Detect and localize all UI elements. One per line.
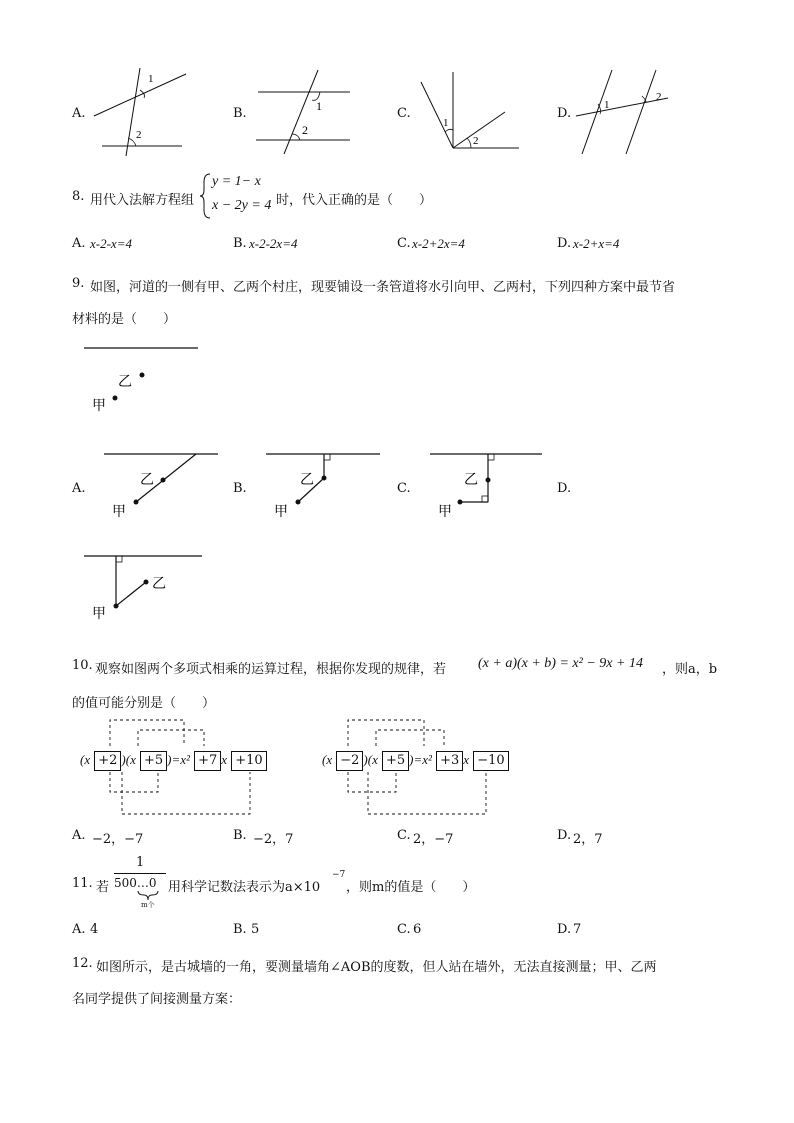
- q9-option-c-letter: C.: [397, 481, 411, 496]
- q7-c-angle1: 1: [443, 117, 449, 129]
- q7-d-angle1: 1: [604, 99, 610, 111]
- q10-d1-box4: +10: [231, 751, 266, 771]
- q9-number: 9.: [72, 276, 85, 291]
- q11-option-a-letter: A.: [72, 922, 86, 937]
- q11-stem-end: ，则m的值是（ ）: [346, 880, 476, 895]
- svg-text:乙: 乙: [152, 577, 166, 592]
- q8-option-c-text: x-2+2x=4: [412, 236, 465, 251]
- q10-stem-line2: 的值可能分别是（ ）: [72, 696, 216, 711]
- q12-stem-line2: 名同学提供了间接测量方案：: [72, 992, 242, 1007]
- q7-figure-c: [415, 68, 525, 158]
- q12-stem-line1: 如图所示，是古城墙的一角，要测量墙角∠AOB的度数，但人站在墙外，无法直接测量；甲、乙两: [96, 960, 657, 975]
- q8-option-c-letter: C.: [397, 236, 411, 251]
- q7-option-a-letter: A.: [72, 106, 86, 121]
- svg-text:甲: 甲: [438, 505, 452, 520]
- q10-d2-box4: −10: [473, 751, 508, 771]
- q10-diagram-2: (x −2 )(x +5 )=x² +3 x −10: [322, 751, 509, 771]
- q10-stem-line1-a: 观察如图两个多项式相乘的运算过程，根据你发现的规律，若: [95, 662, 447, 677]
- svg-text:乙: 乙: [464, 473, 478, 488]
- village-b-label: 乙: [118, 375, 132, 390]
- q7-d-angle2: 2: [656, 91, 662, 103]
- q7-b-angle2: 2: [302, 123, 308, 137]
- q10-diagram-1: (x +2 )(x +5 )=x² +7 x +10: [80, 751, 267, 771]
- q8-number: 8.: [72, 189, 85, 204]
- q9-option-a-figure: [100, 450, 230, 522]
- q9-stem-line1: 如图，河道的一侧有甲、乙两个村庄，现要铺设一条管道将水引向甲、乙两村，下列四种方案中最节省: [90, 280, 676, 295]
- q9-option-a-letter: A.: [72, 481, 86, 496]
- q8-stem-before: 用代入法解方程组: [90, 193, 195, 208]
- q9-option-d-letter: D.: [557, 481, 572, 496]
- q11-option-d-text: 7: [573, 922, 582, 937]
- q10-d2-box3: +3: [436, 751, 463, 771]
- q8-eq1: y = 1− x: [212, 174, 261, 189]
- q12-number: 12.: [72, 956, 93, 971]
- q9-main-figure: [80, 344, 210, 416]
- svg-text:甲: 甲: [92, 607, 106, 622]
- q7-c-angle2: 2: [473, 135, 479, 147]
- q11-fraction-bar: [114, 873, 166, 874]
- q7-figure-a: [90, 68, 200, 158]
- q8-stem-after: 时，代入正确的是（ ）: [276, 193, 433, 208]
- q8-option-d-text: x-2+x=4: [573, 236, 620, 251]
- q7-figure-b: [250, 68, 360, 158]
- q10-option-d-letter: D.: [557, 828, 572, 843]
- q9-stem-line2: 材料的是（ ）: [72, 312, 177, 327]
- q9-option-b-figure: [262, 450, 392, 522]
- q11-option-c-text: 6: [413, 922, 422, 937]
- q8-option-b-letter: B.: [233, 236, 247, 251]
- q10-option-b-text: −2，7: [253, 832, 294, 847]
- q11-exponent: −7: [332, 870, 346, 880]
- village-a-dot: [113, 396, 118, 401]
- q10-d2-box1: −2: [336, 751, 363, 771]
- q11-numerator: 1: [136, 855, 145, 870]
- q11-option-b-text: 5: [251, 922, 260, 937]
- q9-option-b-letter: B.: [233, 481, 247, 496]
- q10-option-d-text: 2，7: [573, 832, 603, 847]
- q7-figure-d: [576, 66, 686, 158]
- q10-d1-box3: +7: [194, 751, 221, 771]
- q7-option-c-letter: C.: [397, 106, 411, 121]
- svg-text:甲: 甲: [112, 505, 126, 520]
- q11-brace-label: m个: [141, 901, 155, 909]
- q11-denominator: 500…0: [114, 876, 157, 890]
- svg-text:甲: 甲: [274, 505, 288, 520]
- q10-option-c-letter: C.: [397, 828, 411, 843]
- q11-option-a-text: 4: [90, 922, 99, 937]
- svg-text:乙: 乙: [140, 473, 154, 488]
- q11-stem-before: 若: [96, 880, 110, 895]
- q10-option-a-text: −2，−7: [92, 832, 144, 847]
- svg-text:乙: 乙: [300, 473, 314, 488]
- q10-equation: (x + a)(x + b) = x² − 9x + 14: [478, 656, 643, 671]
- q8-option-b-text: x-2-2x=4: [249, 236, 298, 251]
- q10-d1-box2: +5: [140, 751, 167, 771]
- q10-stem-line1-b: ，则a，b: [662, 662, 718, 677]
- q9-option-d-figure: [80, 552, 210, 624]
- q11-stem-after: 用科学记数法表示为a×10: [168, 880, 321, 895]
- q11-number: 11.: [72, 876, 93, 891]
- village-b-dot: [140, 373, 145, 378]
- q10-d2-box2: +5: [382, 751, 409, 771]
- q7-a-angle2: 2: [136, 129, 142, 141]
- q7-option-d-letter: D.: [557, 106, 572, 121]
- q10-option-b-letter: B.: [233, 828, 247, 843]
- q11-option-d-letter: D.: [557, 922, 572, 937]
- q11-option-c-letter: C.: [397, 922, 411, 937]
- q9-option-c-figure: [426, 450, 556, 522]
- q8-option-a-letter: A.: [72, 236, 86, 251]
- q7-option-b-letter: B.: [233, 106, 247, 121]
- q7-a-angle1: 1: [148, 73, 154, 85]
- q10-number: 10.: [72, 658, 93, 673]
- q7-b-angle1: 1: [316, 99, 322, 113]
- q11-option-b-letter: B.: [233, 922, 247, 937]
- q8-eq2: x − 2y = 4: [212, 198, 272, 213]
- q10-option-a-letter: A.: [72, 828, 86, 843]
- q8-option-d-letter: D.: [557, 236, 572, 251]
- q10-option-c-text: 2，−7: [413, 832, 454, 847]
- q10-d1-box1: +2: [94, 751, 121, 771]
- q8-brace: [200, 172, 212, 220]
- q8-option-a-text: x-2-x=4: [90, 236, 132, 251]
- village-a-label: 甲: [92, 399, 106, 414]
